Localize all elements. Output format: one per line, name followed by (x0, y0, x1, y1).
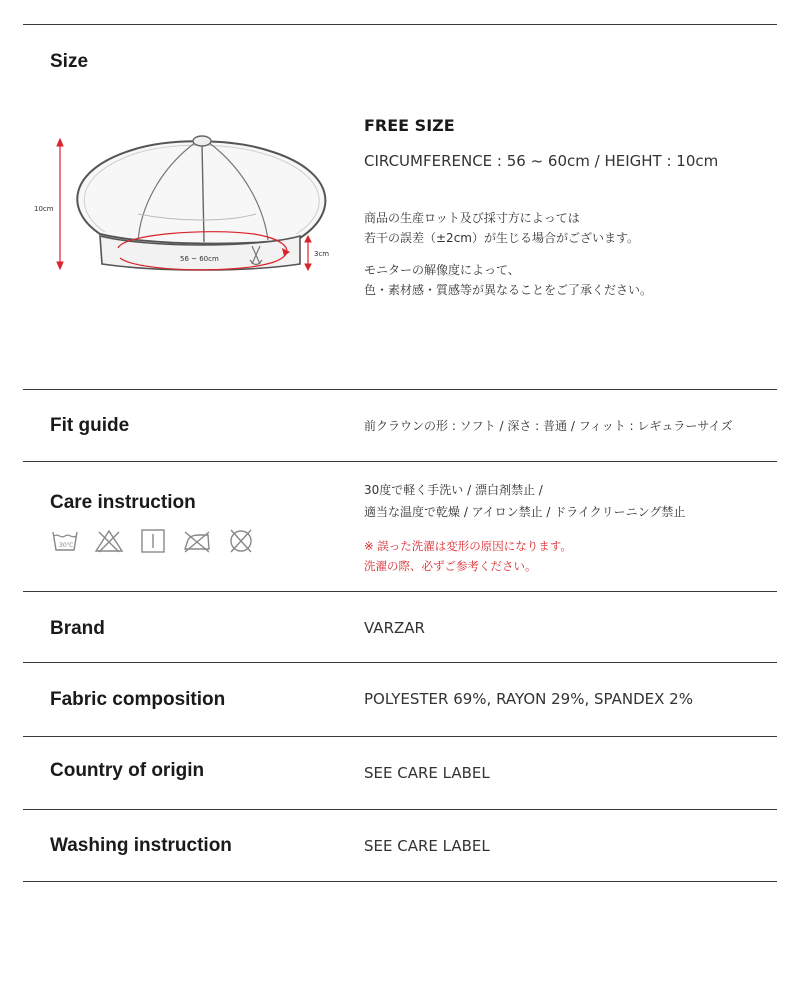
band-height-label: 3cm (314, 250, 330, 258)
washing-instruction-value: SEE CARE LABEL (364, 837, 490, 855)
washing-instruction-heading: Washing instruction (50, 835, 232, 856)
divider (23, 809, 777, 810)
care-line-1: 30度で軽く手洗い / 漂白剤禁止 / (364, 483, 543, 497)
top-divider (23, 24, 777, 25)
free-size-title: FREE SIZE (364, 116, 455, 135)
hand-wash-30-icon (50, 528, 80, 554)
divider (23, 389, 777, 390)
band-height-arrow (305, 236, 311, 270)
no-bleach-icon (94, 528, 124, 554)
no-iron-icon (182, 528, 212, 554)
fit-guide-value: 前クラウンの形 : ソフト / 深さ : 普通 / フィット : レギュラーサイズ (364, 419, 733, 433)
care-line-2: 適当な温度で乾燥 / アイロン禁止 / ドライクリーニング禁止 (364, 505, 686, 519)
care-warning-line-2: 洗濯の際、必ずご参考ください。 (364, 559, 537, 573)
height-label: 10cm (34, 205, 54, 213)
fabric-composition-heading: Fabric composition (50, 689, 226, 710)
fabric-composition-value: POLYESTER 69%, RAYON 29%, SPANDEX 2% (364, 690, 693, 708)
divider (23, 736, 777, 737)
care-instruction-heading: Care instruction (50, 492, 196, 513)
size-note-line-1: 商品の生産ロット及び採寸方によっては (364, 211, 580, 225)
hat-size-diagram (28, 130, 348, 280)
care-warning-line-1: ※ 誤った洗濯は変形の原因になります。 (364, 539, 572, 553)
fit-guide-heading: Fit guide (50, 415, 130, 436)
svg-text:30℃: 30℃ (59, 542, 74, 549)
brand-value: VARZAR (364, 619, 425, 637)
monitor-note-line-1: モニターの解像度によって、 (364, 263, 520, 277)
size-heading: Size (50, 51, 89, 72)
size-measurements: CIRCUMFERENCE : 56 ~ 60cm / HEIGHT : 10cm (364, 152, 719, 170)
divider (23, 591, 777, 592)
divider (23, 662, 777, 663)
country-of-origin-heading: Country of origin (50, 760, 205, 781)
bottom-divider (23, 881, 777, 882)
crown-button (193, 136, 211, 146)
divider (23, 461, 777, 462)
monitor-note-line-2: 色・素材感・質感等が異なることをご了承ください。 (364, 283, 653, 297)
brand-heading: Brand (50, 618, 105, 639)
no-dry-clean-icon (226, 528, 256, 554)
size-note-line-2: 若干の誤差（±2cm）が生じる場合がございます。 (364, 231, 640, 245)
line-dry-icon (138, 528, 168, 554)
hat-crown (77, 141, 325, 243)
circumference-label: 56 ~ 60cm (180, 255, 219, 263)
country-of-origin-value: SEE CARE LABEL (364, 764, 490, 782)
height-arrow (57, 139, 63, 269)
care-icons-row (50, 528, 256, 554)
